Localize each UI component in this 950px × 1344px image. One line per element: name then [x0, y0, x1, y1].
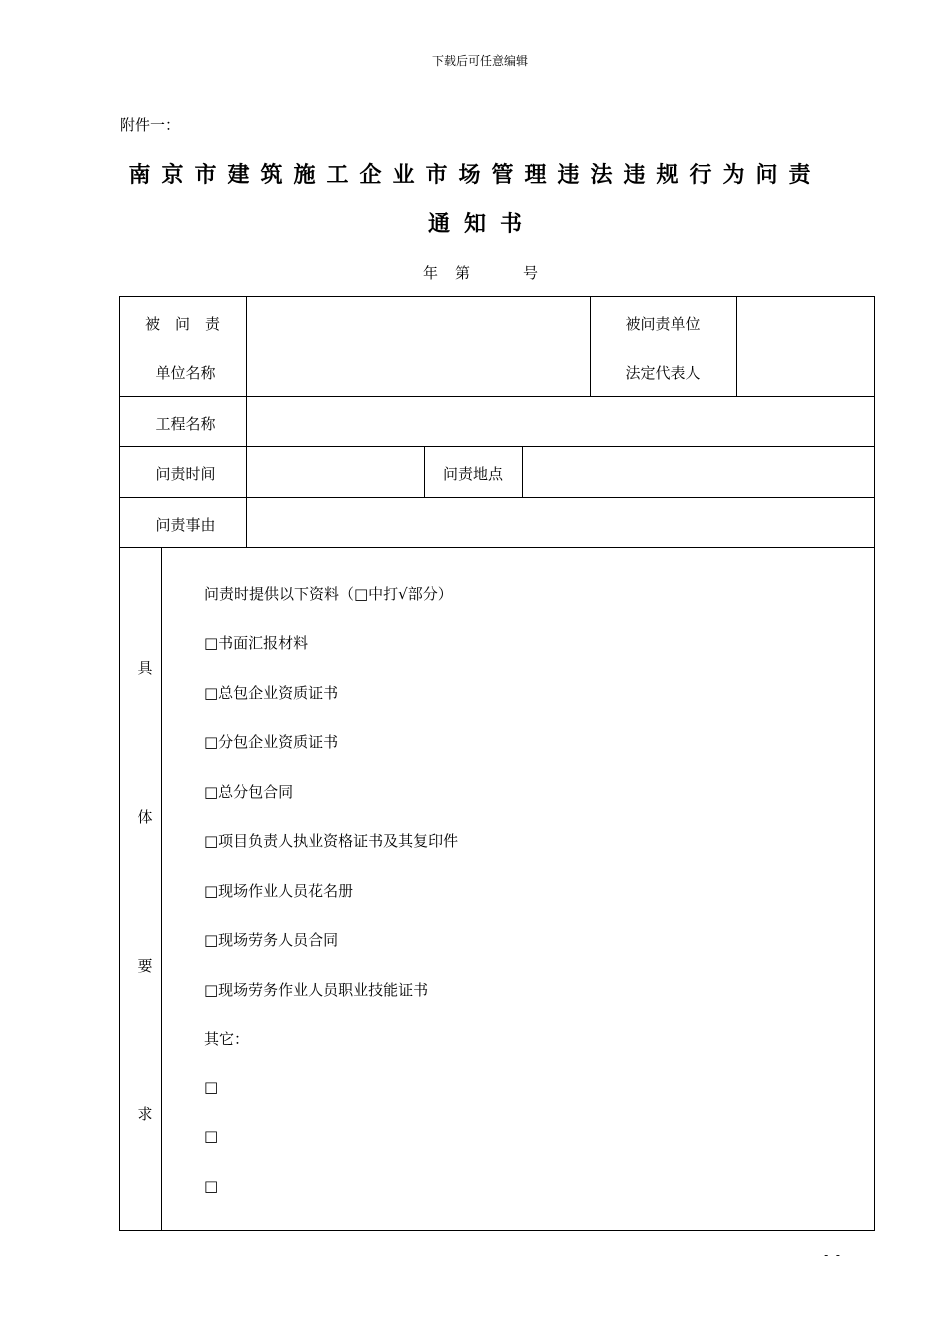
document-title-line-1: 南京市建筑施工企业市场管理违法违规行为问责	[128, 162, 822, 188]
requirements-label-char: 体	[137, 808, 153, 826]
attachment-label: 附件一：	[120, 116, 181, 134]
requirement-checkbox-item[interactable]: □现场劳务人员合同	[204, 931, 339, 949]
table-divider	[522, 446, 523, 497]
requirement-checkbox-item[interactable]: □书面汇报材料	[204, 634, 309, 652]
requirement-checkbox-item[interactable]: □现场劳务作业人员职业技能证书	[204, 981, 429, 999]
legal-rep-label-2: 法定代表人	[625, 364, 701, 382]
project-name-label: 工程名称	[155, 415, 216, 433]
requirements-intro: 问责时提供以下资料（□中打√部分）	[204, 585, 453, 603]
page-footer: - -	[824, 1248, 842, 1262]
table-divider	[119, 497, 875, 498]
header-note: 下载后可任意编辑	[431, 54, 528, 68]
others-checkbox[interactable]: □	[204, 1177, 219, 1195]
requirement-checkbox-item[interactable]: □现场作业人员花名册	[204, 882, 354, 900]
requirement-checkbox-item[interactable]: □项目负责人执业资格证书及其复印件	[204, 832, 459, 850]
requirements-label-char: 求	[137, 1105, 153, 1123]
legal-rep-label-1: 被问责单位	[625, 315, 701, 333]
requirement-checkbox-item[interactable]: □总分包合同	[204, 783, 294, 801]
others-checkbox[interactable]: □	[204, 1127, 219, 1145]
table-divider	[736, 296, 737, 396]
others-checkbox[interactable]: □	[204, 1078, 219, 1096]
others-label: 其它：	[204, 1030, 250, 1048]
requirement-checkbox-item[interactable]: □总包企业资质证书	[204, 684, 339, 702]
unit-name-label-2: 单位名称	[155, 364, 216, 382]
number-label: 号	[523, 264, 539, 282]
accountability-reason-label: 问责事由	[155, 516, 216, 534]
requirements-label-char: 要	[137, 957, 153, 975]
requirement-checkbox-item[interactable]: □分包企业资质证书	[204, 733, 339, 751]
table-divider	[119, 396, 875, 397]
year-label: 年	[423, 264, 439, 282]
document-title-line-2: 通知书	[427, 211, 536, 237]
table-divider	[119, 547, 875, 548]
accountability-time-label: 问责时间	[155, 465, 216, 483]
requirements-label-char: 具	[137, 659, 153, 677]
order-label: 第	[455, 264, 471, 282]
unit-name-label-1: 被 问 责	[144, 315, 220, 333]
notice-table	[119, 296, 875, 1231]
accountability-place-label: 问责地点	[442, 465, 503, 483]
table-divider	[161, 547, 162, 1231]
table-divider	[119, 446, 875, 447]
